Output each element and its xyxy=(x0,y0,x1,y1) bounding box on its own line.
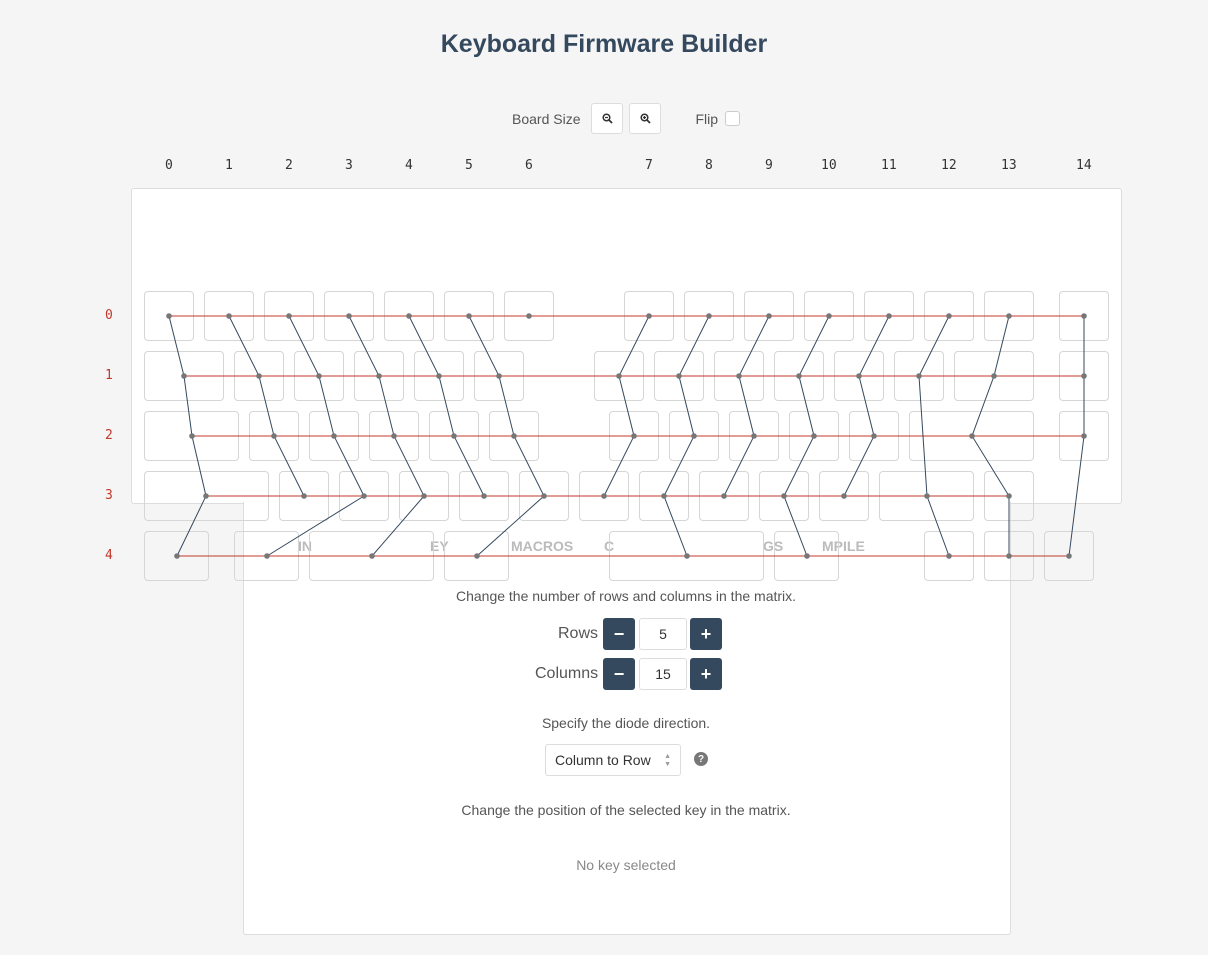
column-number: 9 xyxy=(765,158,773,173)
columns-label: Columns xyxy=(535,665,599,682)
column-number: 12 xyxy=(941,158,957,173)
column-number: 3 xyxy=(345,158,353,173)
wire-node xyxy=(826,313,832,319)
wire-node xyxy=(203,493,209,499)
row-number: 3 xyxy=(105,488,113,503)
wire-node xyxy=(1006,313,1012,319)
wire-node xyxy=(406,313,412,319)
wire-node xyxy=(691,433,697,439)
wire-node xyxy=(181,373,187,379)
wire-node xyxy=(174,553,180,559)
wire-node xyxy=(376,373,382,379)
wire-node xyxy=(706,313,712,319)
rows-label: Rows xyxy=(558,625,599,642)
wire-node xyxy=(361,493,367,499)
wire-node xyxy=(1066,553,1072,559)
column-number: 5 xyxy=(465,158,473,173)
wire-node xyxy=(766,313,772,319)
wire-node xyxy=(316,373,322,379)
wire-node xyxy=(511,433,517,439)
columns-input[interactable]: 15 xyxy=(639,658,687,690)
settings-tab[interactable]: MPILE xyxy=(822,538,865,554)
wire-node xyxy=(811,433,817,439)
wire-node xyxy=(526,313,532,319)
column-number: 0 xyxy=(165,158,173,173)
wire-node xyxy=(991,373,997,379)
wire-node xyxy=(916,373,922,379)
wire-node xyxy=(436,373,442,379)
wire-node xyxy=(646,313,652,319)
matrix-size-prompt: Change the number of rows and columns in the matrix. xyxy=(455,588,797,604)
wire-node xyxy=(1081,433,1087,439)
settings-tab[interactable]: C xyxy=(604,538,615,554)
select-arrows-icon: ▲ ▼ xyxy=(664,753,671,768)
column-number: 13 xyxy=(1001,158,1017,173)
column-wire xyxy=(604,316,649,496)
wire-node xyxy=(856,373,862,379)
wire-node xyxy=(166,313,172,319)
wire-node xyxy=(721,493,727,499)
wire-node xyxy=(1006,493,1012,499)
column-number: 1 xyxy=(225,158,233,173)
wire-node xyxy=(474,553,480,559)
wire-node xyxy=(286,313,292,319)
wire-node xyxy=(301,493,307,499)
column-number: 11 xyxy=(881,158,897,173)
wire-node xyxy=(1006,553,1012,559)
question-circle-icon[interactable]: ? xyxy=(694,752,708,766)
wire-node xyxy=(1081,313,1087,319)
columns-increment-button[interactable]: + xyxy=(690,658,722,690)
wire-node xyxy=(466,313,472,319)
rows-increment-button[interactable]: + xyxy=(690,618,722,650)
wire-node xyxy=(736,373,742,379)
wire-node xyxy=(391,433,397,439)
wire-node xyxy=(226,313,232,319)
flip-label: Flip xyxy=(695,110,719,127)
board-size-label: Board Size xyxy=(512,110,581,127)
wire-node xyxy=(369,553,375,559)
wire-node xyxy=(451,433,457,439)
wire-node xyxy=(781,493,787,499)
column-number: 4 xyxy=(405,158,413,173)
diode-direction-select[interactable] xyxy=(545,744,681,776)
key-position-prompt: Change the position of the selected key in the matrix. xyxy=(461,802,791,818)
diode-prompt: Specify the diode direction. xyxy=(541,715,711,731)
column-number: 7 xyxy=(645,158,653,173)
rows-input[interactable]: 5 xyxy=(639,618,687,650)
row-number: 2 xyxy=(105,428,113,443)
wire-node xyxy=(796,373,802,379)
wire-node xyxy=(496,373,502,379)
wire-node xyxy=(751,433,757,439)
diode-direction-value: Column to Row xyxy=(555,752,651,768)
wire-node xyxy=(541,493,547,499)
wire-node xyxy=(924,493,930,499)
row-number: 0 xyxy=(105,308,113,323)
column-wire xyxy=(409,316,484,496)
column-number: 8 xyxy=(705,158,713,173)
wire-node xyxy=(1081,373,1087,379)
settings-tab[interactable]: MACROS xyxy=(511,538,574,554)
page-title: Keyboard Firmware Builder xyxy=(440,30,768,58)
row-number: 4 xyxy=(105,548,113,563)
column-number: 14 xyxy=(1076,158,1092,173)
no-key-selected-text: No key selected xyxy=(576,857,676,873)
settings-tab[interactable]: EY xyxy=(430,538,449,554)
wire-node xyxy=(946,553,952,559)
wire-node xyxy=(421,493,427,499)
settings-tab[interactable]: IN xyxy=(298,538,312,554)
column-wire xyxy=(844,316,889,496)
wire-node xyxy=(631,433,637,439)
wire-node xyxy=(871,433,877,439)
column-number: 2 xyxy=(285,158,293,173)
wire-node xyxy=(271,433,277,439)
column-number: 6 xyxy=(525,158,533,173)
row-number: 1 xyxy=(105,368,113,383)
columns-decrement-button[interactable]: − xyxy=(603,658,635,690)
wire-node xyxy=(601,493,607,499)
wire-node xyxy=(331,433,337,439)
wire-node xyxy=(256,373,262,379)
wire-node xyxy=(346,313,352,319)
wire-node xyxy=(661,493,667,499)
wire-node xyxy=(841,493,847,499)
column-wire xyxy=(724,316,769,496)
settings-tab[interactable]: GS xyxy=(763,538,784,554)
column-number: 10 xyxy=(821,158,837,173)
wire-node xyxy=(684,553,690,559)
wire-node xyxy=(676,373,682,379)
wire-node xyxy=(264,553,270,559)
rows-decrement-button[interactable]: − xyxy=(603,618,635,650)
wire-node xyxy=(189,433,195,439)
wire-node xyxy=(481,493,487,499)
column-wire xyxy=(229,316,304,496)
wire-node xyxy=(969,433,975,439)
wire-node xyxy=(886,313,892,319)
wire-node xyxy=(946,313,952,319)
wire-node xyxy=(804,553,810,559)
wire-node xyxy=(616,373,622,379)
